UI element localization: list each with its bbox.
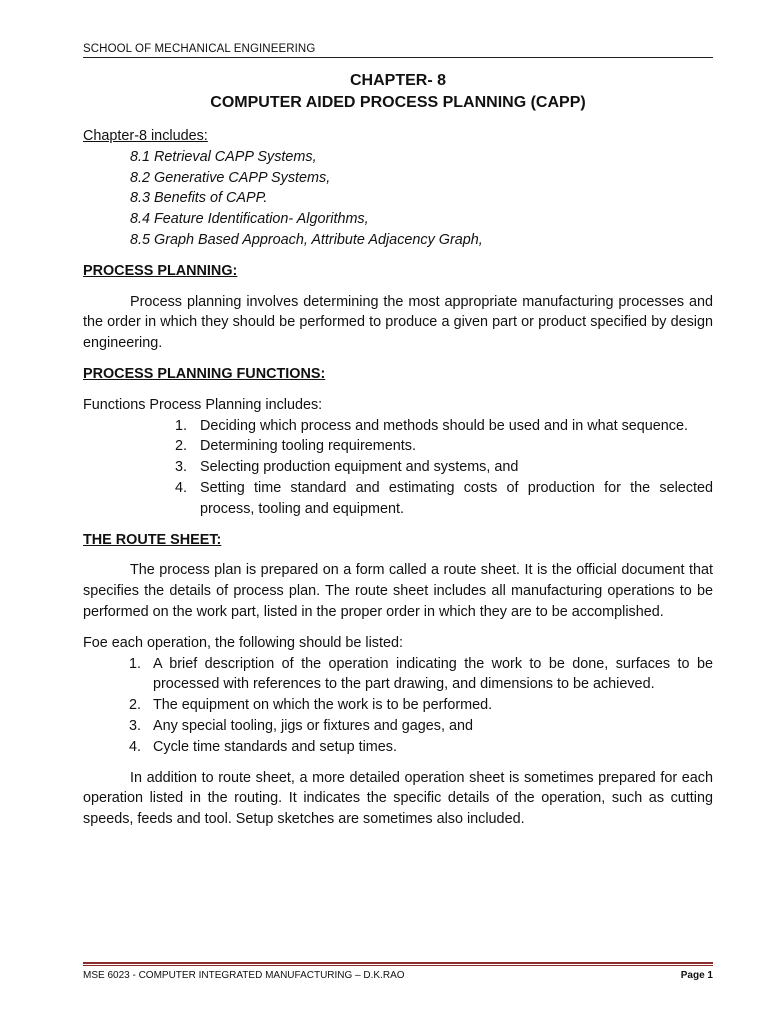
route-sheet-intro: Foe each operation, the following should be listed:: [83, 634, 404, 651]
document-body: [83, 70, 713, 830]
chapter-number: CHAPTER- 8: [349, 72, 446, 89]
page-number: Page 1: [680, 970, 713, 981]
functions-list: [83, 416, 713, 520]
footer-course: MSE 6023 - COMPUTER INTEGRATED MANUFACTURING – D.K.RAO: [83, 970, 405, 981]
footer-rule: [83, 962, 713, 964]
footer-rule-thin: [83, 965, 713, 966]
section-heading-route-sheet: THE ROUTE SHEET:: [83, 531, 222, 548]
list-text: A brief description of the operation indicating the work to be done, surfaces to be processed with references to the part drawing, and dimensions to be achieved.: [153, 655, 713, 693]
list-number: 2.: [175, 438, 188, 455]
section-heading-functions: PROCESS PLANNING FUNCTIONS:: [83, 365, 326, 382]
list-item: [83, 436, 713, 457]
list-text: Deciding which process and methods should be used and in what sequence.: [200, 417, 688, 434]
list-text: Any special tooling, jigs or fixtures and gages, and: [153, 717, 473, 734]
list-item: [83, 457, 713, 478]
toc-list: [83, 147, 713, 251]
toc-item: 8.1 Retrieval CAPP Systems,: [130, 148, 317, 165]
toc-heading: Chapter-8 includes:: [83, 128, 208, 144]
list-number: 2.: [129, 697, 142, 714]
list-text: Cycle time standards and setup times.: [153, 738, 397, 755]
list-text: Determining tooling requirements.: [200, 438, 416, 455]
list-text: Setting time standard and estimating costs of production for the selected process, tooling and equipment.: [200, 479, 713, 517]
list-number: 4.: [129, 738, 142, 755]
toc-item: 8.4 Feature Identification- Algorithms,: [130, 211, 369, 228]
page-footer: [83, 970, 713, 981]
list-text: The equipment on which the work is to be performed.: [153, 697, 493, 714]
toc-item: 8.2 Generative CAPP Systems,: [130, 169, 331, 186]
list-number: 1.: [175, 417, 188, 434]
list-number: 4.: [175, 479, 188, 496]
functions-intro: Functions Process Planning includes:: [83, 396, 323, 413]
toc-item: 8.5 Graph Based Approach, Attribute Adjacency Graph,: [130, 231, 483, 248]
list-number: 3.: [175, 459, 188, 476]
list-number: 3.: [129, 717, 142, 734]
list-item: [83, 654, 713, 696]
process-planning-paragraph: Process planning involves determining the most appropriate manufacturing processes and the order in which they should be performed to produce a given part or product specified by design engineering.: [83, 293, 713, 352]
page-header: SCHOOL OF MECHANICAL ENGINEERING: [83, 43, 713, 58]
list-item: [83, 416, 713, 437]
route-sheet-paragraph: The process plan is prepared on a form called a route sheet. It is the official document that specifies the details of process plan. The route sheet includes all manufacturing operations to be performed on the work part, listed in the proper order in which they are to be accomplished.: [83, 562, 713, 620]
list-number: 1.: [129, 655, 142, 672]
list-text: Selecting production equipment and systems, and: [200, 459, 519, 476]
route-sheet-list: [83, 654, 713, 758]
closing-paragraph: In addition to route sheet, a more detailed operation sheet is sometimes prepared for each operation listed in the routing. It indicates the specific details of the operation, such as cutting speeds, feeds and tool. Setup sketches are sometimes also included.: [83, 769, 713, 828]
chapter-title: COMPUTER AIDED PROCESS PLANNING (CAPP): [210, 94, 586, 111]
list-item: [83, 716, 713, 737]
list-item: [83, 695, 713, 716]
toc-item: 8.3 Benefits of CAPP.: [130, 190, 268, 207]
section-heading-process-planning: PROCESS PLANNING:: [83, 262, 238, 279]
list-item: [83, 478, 713, 520]
list-item: [83, 737, 713, 758]
